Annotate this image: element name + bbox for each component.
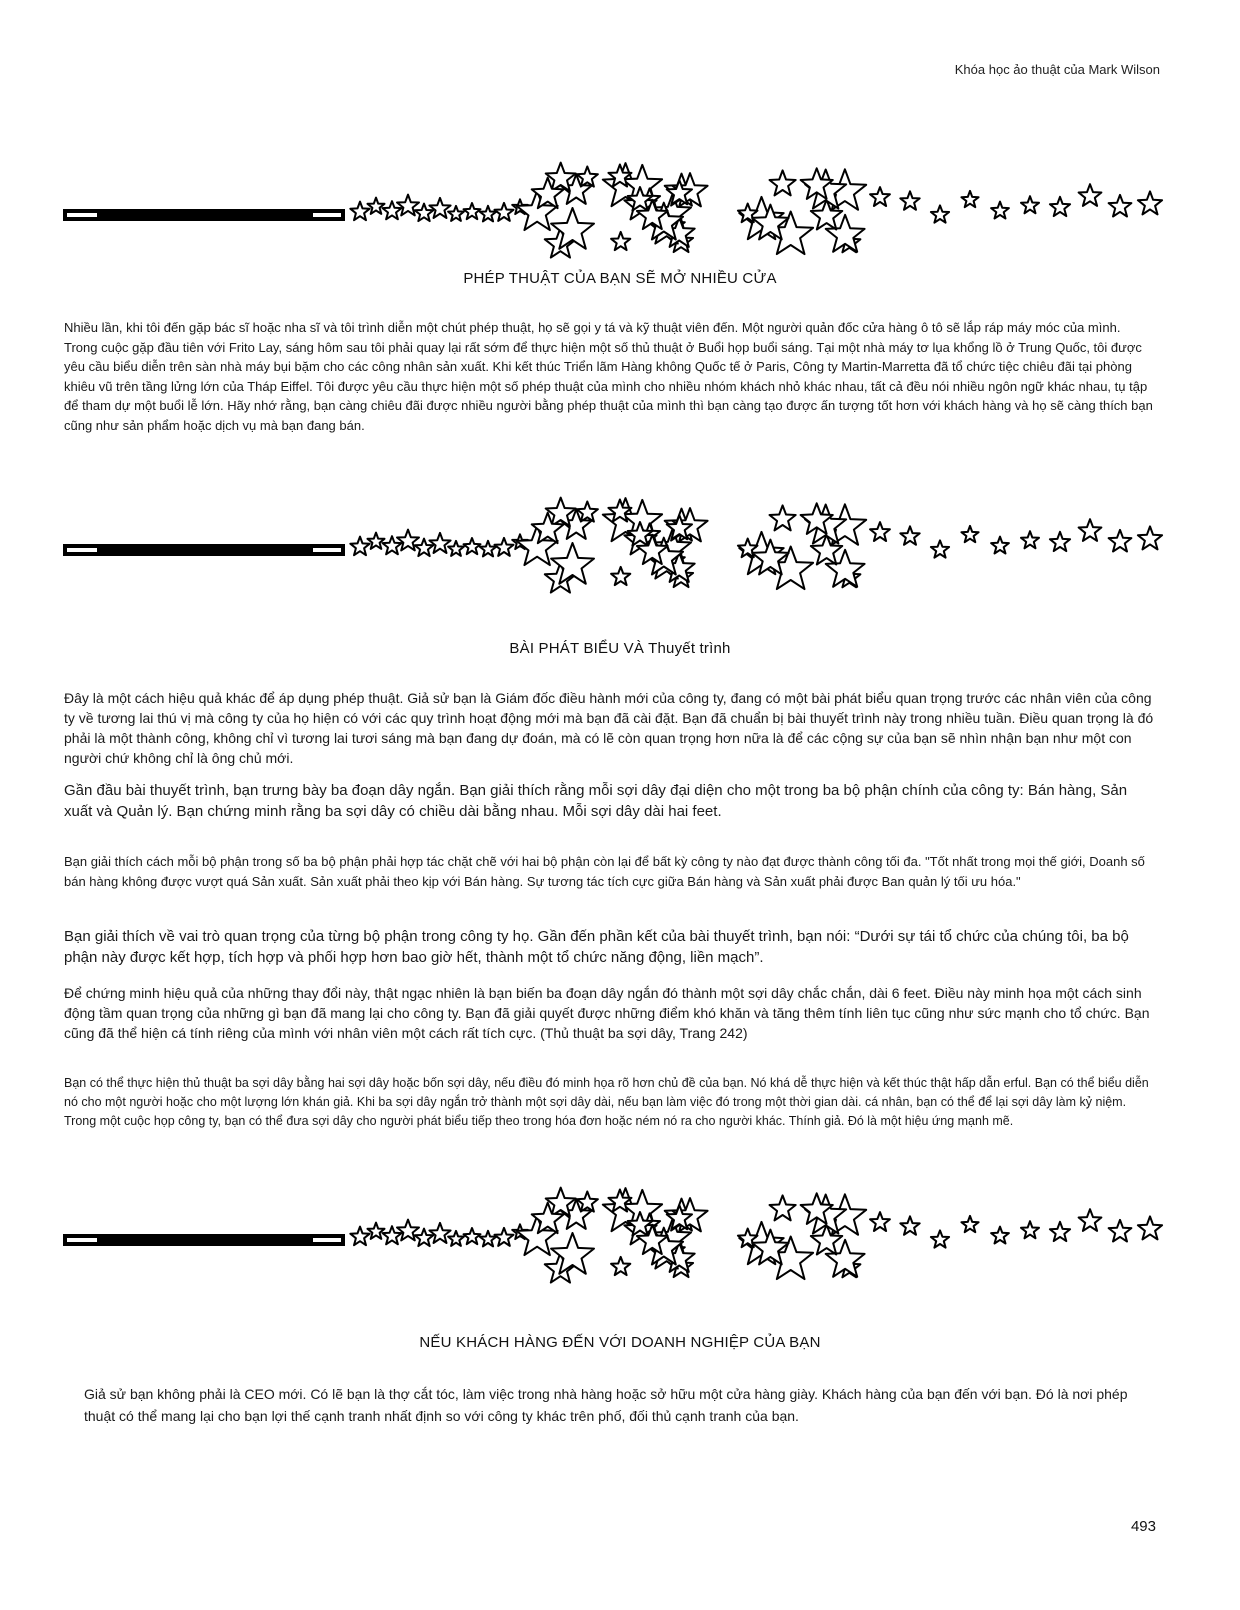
- magic-wand-stars-icon: [60, 1185, 1170, 1285]
- running-header: Khóa học ảo thuật của Mark Wilson: [954, 62, 1160, 77]
- paragraph: Nhiều lần, khi tôi đến gặp bác sĩ hoặc nha sĩ và tôi trình diễn một chút phép thuật, họ sẽ gọi y tá và kỹ thuật viên đến. Một người quản đốc cửa hàng ô tô sẽ lắp ráp máy móc của mình. Trong cuộc gặp đầu tiên với Frito Lay, sáng hôm sau tôi phải quay lại rất sớm để thực hiện một số thủ thuật ở Buổi họp buổi sáng. Tại một nhà máy tơ lụa khổng lồ ở Trung Quốc, tôi được yêu cầu biểu diễn trên sàn nhà máy bụi bặm cho các công nhân sản xuất. Khi kết thúc Triển lãm Hàng không Quốc tế ở Paris, Công ty Martin-Marretta đã tổ chức tiệc chiêu đãi tại phòng khiêu vũ trên tầng lửng lớn của Tháp Eiffel. Tôi được yêu cầu thực hiện một số phép thuật của mình cho nhiều nhóm khách nhỏ khác nhau, tất cả đều nói nhiều ngôn ngữ khác nhau, tụ tập để tham dự một buổi lễ lớn. Hãy nhớ rằng, bạn càng chiêu đãi được nhiều người bằng phép thuật của mình thì bạn càng tạo được ấn tượng tốt hơn với khách hàng và họ sẽ càng thích bạn cũng như sản phẩm hoặc dịch vụ mà bạn đang bán.: [64, 320, 1153, 433]
- magic-wand-stars-icon: [60, 495, 1170, 595]
- paragraph: Bạn giải thích cách mỗi bộ phận trong số ba bộ phận phải hợp tác chặt chẽ với hai bộ phận còn lại để bất kỳ công ty nào đạt được thành công tối đa. "Tốt nhất trong mọi thế giới, Doanh số bán hàng không được vượt quá Sản xuất. Sản xuất phải theo kịp với Bán hàng. Sự tương tác tích cực giữa Bán hàng và Sản xuất phải được Ban quản lý tối ưu hóa.": [64, 854, 1145, 889]
- page-number: 493: [1130, 1518, 1156, 1535]
- section-title: NẾU KHÁCH HÀNG ĐẾN VỚI DOANH NGHIỆP CỦA BẠN: [419, 1334, 821, 1351]
- paragraph: Đây là một cách hiệu quả khác để áp dụng phép thuật. Giả sử bạn là Giám đốc điều hành mới của công ty, đang có một bài phát biểu quan trọng trước các nhân viên của công ty về tương lai thú vị mà công ty của họ hiện có với các quy trình hoạt động mới mà bạn đã cài đặt. Bạn đã chuẩn bị bài thuyết trình này trong nhiều tuần. Điều quan trọng là đó phải là một thành công, không chỉ vì tương lai tươi sáng mà bạn đang dự đoán, mà có lẽ còn quan trọng hơn nữa là để các cộng sự của bạn sẽ nhìn nhận bạn như một con người chứ không chỉ là ông chủ mới.: [64, 690, 1154, 766]
- magic-wand-divider: [60, 495, 1170, 595]
- magic-wand-divider: [60, 160, 1170, 260]
- paragraph: Để chứng minh hiệu quả của những thay đổi này, thật ngạc nhiên là bạn biến ba đoạn dây ngắn đó thành một sợi dây chắc chắn, dài 6 feet. Điều này minh họa một cách sinh động tầm quan trọng của những gì bạn đã mang lại cho công ty. Bạn đã giải quyết được những điểm khó khăn và tăng thêm tính liên tục cũng như sức mạnh cho tổ chức. Bạn cũng đã thể hiện cá tính riêng của mình với nhân viên một cách rất tích cực. (Thủ thuật ba sợi dây, Trang 242): [64, 985, 1150, 1041]
- paragraph: Giả sử bạn không phải là CEO mới. Có lẽ bạn là thợ cắt tóc, làm việc trong nhà hàng hoặc sở hữu một cửa hàng giày. Khách hàng của bạn đến với bạn. Đó là nơi phép thuật có thể mang lại cho bạn lợi thế cạnh tranh nhất định so với công ty khác trên phố, đối thủ cạnh tranh của bạn.: [84, 1386, 1128, 1424]
- paragraph: Bạn có thể thực hiện thủ thuật ba sợi dây bằng hai sợi dây hoặc bốn sợi dây, nếu điều đó minh họa rõ hơn chủ đề của bạn. Nó khá dễ thực hiện và kết thúc thật hấp dẫn erful. Bạn có thể biểu diễn nó cho một người hoặc cho một lượng lớn khán giả. Khi ba sợi dây ngắn trở thành một sợi dây dài, nếu bạn làm việc đó trong một thời gian dài. cá nhân, bạn có thể để lại sợi dây làm kỷ niệm. Trong một cuộc họp công ty, bạn có thể đưa sợi dây cho người phát biểu tiếp theo trong hóa đơn hoặc ném nó ra cho người khác. Thính giả. Đó là một hiệu ứng mạnh mẽ.: [64, 1076, 1149, 1128]
- section-title: PHÉP THUẬT CỦA BẠN SẼ MỞ NHIỀU CỬA: [463, 270, 777, 287]
- magic-wand-divider: [60, 1185, 1170, 1285]
- section-title: BÀI PHÁT BIỂU VÀ Thuyết trình: [509, 640, 731, 657]
- paragraph: Gần đầu bài thuyết trình, bạn trưng bày ba đoạn dây ngắn. Bạn giải thích rằng mỗi sợi dây đại diện cho một trong ba bộ phận chính của công ty: Bán hàng, Sản xuất và Quản lý. Bạn chứng minh rằng ba sợi dây có chiều dài bằng nhau. Mỗi sợi dây dài hai feet.: [64, 782, 1128, 820]
- magic-wand-stars-icon: [60, 160, 1170, 260]
- paragraph: Bạn giải thích về vai trò quan trọng của từng bộ phận trong công ty họ. Gần đến phần kết của bài thuyết trình, bạn nói: “Dưới sự tái tổ chức của chúng tôi, ba bộ phận này được kết hợp, tích hợp và phối hợp hơn bao giờ hết, thành một tổ chức năng động, liền mạch”.: [64, 928, 1129, 966]
